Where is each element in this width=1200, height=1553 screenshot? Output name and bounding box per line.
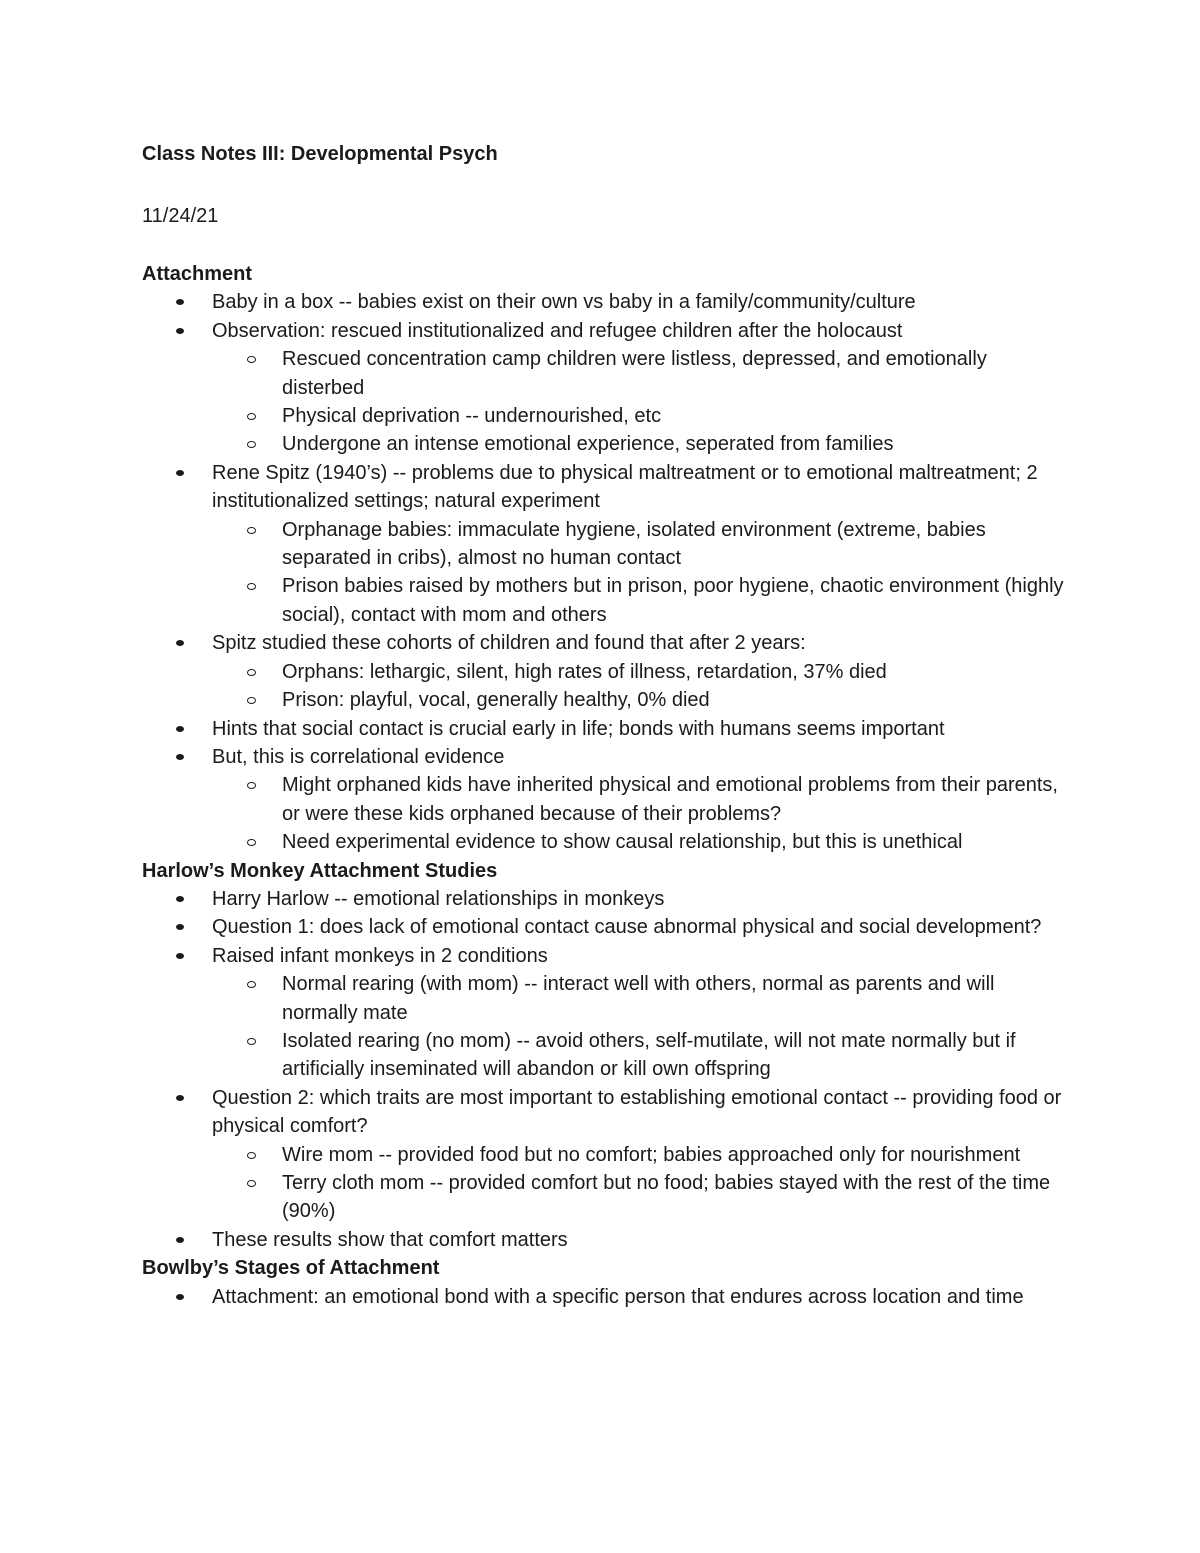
sub-bullet-item: Prison: playful, vocal, generally healthy, 0% died xyxy=(142,686,1072,714)
bullet-text: These results show that comfort matters xyxy=(212,1228,568,1251)
sub-bullet-item: Need experimental evidence to show causal relationship, but this is unethical xyxy=(142,828,1072,856)
sub-bullet-list xyxy=(142,1141,1072,1226)
bullet-list xyxy=(142,885,1072,1254)
bullet-item xyxy=(142,743,1072,771)
section-heading: Harlow’s Monkey Attachment Studies xyxy=(142,859,498,882)
bullet-text: Question 1: does lack of emotional contact cause abnormal physical and social development? xyxy=(212,916,1042,939)
sub-bullet-item: Orphans: lethargic, silent, high rates of illness, retardation, 37% died xyxy=(142,658,1072,686)
bullet-item xyxy=(142,288,1072,316)
bullet-text: Question 2: which traits are most important to establishing emotional contact -- providing food or physical comfort? xyxy=(212,1086,1062,1138)
sub-bullet-item: Might orphaned kids have inherited physical and emotional problems from their parents, or were these kids orphaned because of their problems? xyxy=(142,771,1072,828)
section-heading: Attachment xyxy=(142,263,253,285)
sub-bullet-item: Prison babies raised by mothers but in prison, poor hygiene, chaotic environment (highly social), contact with mom and others xyxy=(142,572,1072,629)
notes-content xyxy=(142,140,1072,1311)
bullet-text: Harry Harlow -- emotional relationships in monkeys xyxy=(212,887,665,910)
notes-date: 11/24/21 xyxy=(142,205,219,227)
bullet-text: Rene Spitz (1940’s) -- problems due to physical maltreatment or to emotional maltreatment; 2 institutionalized settings; natural experiment xyxy=(212,461,1038,513)
bullet-item xyxy=(142,459,1072,516)
bullet-item xyxy=(142,885,1072,913)
sub-bullet-list xyxy=(142,771,1072,856)
sub-bullet-item: Rescued concentration camp children were listless, depressed, and emotionally disterbed xyxy=(142,345,1072,402)
bullet-list xyxy=(142,1283,1072,1311)
page-title: Class Notes III: Developmental Psych xyxy=(142,143,498,165)
sub-bullet-item: Normal rearing (with mom) -- interact well with others, normal as parents and will normally mate xyxy=(142,970,1072,1027)
bullet-text: Hints that social contact is crucial early in life; bonds with humans seems important xyxy=(212,717,945,740)
bullet-text: Spitz studied these cohorts of children and found that after 2 years: xyxy=(212,632,806,655)
sub-bullet-list xyxy=(142,970,1072,1084)
bullet-text: Observation: rescued institutionalized and refugee children after the holocaust xyxy=(212,319,903,342)
bullet-item xyxy=(142,913,1072,941)
sub-bullet-list xyxy=(142,345,1072,459)
sub-bullet-item: Physical deprivation -- undernourished, etc xyxy=(142,402,1072,430)
notes-sections xyxy=(142,260,1072,1311)
bullet-text: Raised infant monkeys in 2 conditions xyxy=(212,944,548,967)
sub-bullet-item: Undergone an intense emotional experience, seperated from families xyxy=(142,430,1072,458)
bullet-item xyxy=(142,1283,1072,1311)
bullet-list xyxy=(142,288,1072,856)
bullet-item xyxy=(142,1084,1072,1141)
sub-bullet-item: Terry cloth mom -- provided comfort but no food; babies stayed with the rest of the time (90%) xyxy=(142,1169,1072,1226)
bullet-text: But, this is correlational evidence xyxy=(212,745,505,768)
bullet-text: Attachment: an emotional bond with a specific person that endures across location and time xyxy=(212,1285,1024,1308)
bullet-item xyxy=(142,942,1072,970)
section-heading: Bowlby’s Stages of Attachment xyxy=(142,1257,440,1280)
bullet-item xyxy=(142,715,1072,743)
bullet-item xyxy=(142,629,1072,657)
sub-bullet-list xyxy=(142,516,1072,630)
bullet-item xyxy=(142,317,1072,345)
sub-bullet-item: Orphanage babies: immaculate hygiene, isolated environment (extreme, babies separated in cribs), almost no human contact xyxy=(142,516,1072,573)
sub-bullet-item: Isolated rearing (no mom) -- avoid others, self-mutilate, will not mate normally but if artificially inseminated will abandon or kill own offspring xyxy=(142,1027,1072,1084)
sub-bullet-item: Wire mom -- provided food but no comfort; babies approached only for nourishment xyxy=(142,1141,1072,1169)
sub-bullet-list xyxy=(142,658,1072,715)
bullet-item xyxy=(142,1226,1072,1254)
bullet-text: Baby in a box -- babies exist on their own vs baby in a family/community/culture xyxy=(212,291,916,314)
